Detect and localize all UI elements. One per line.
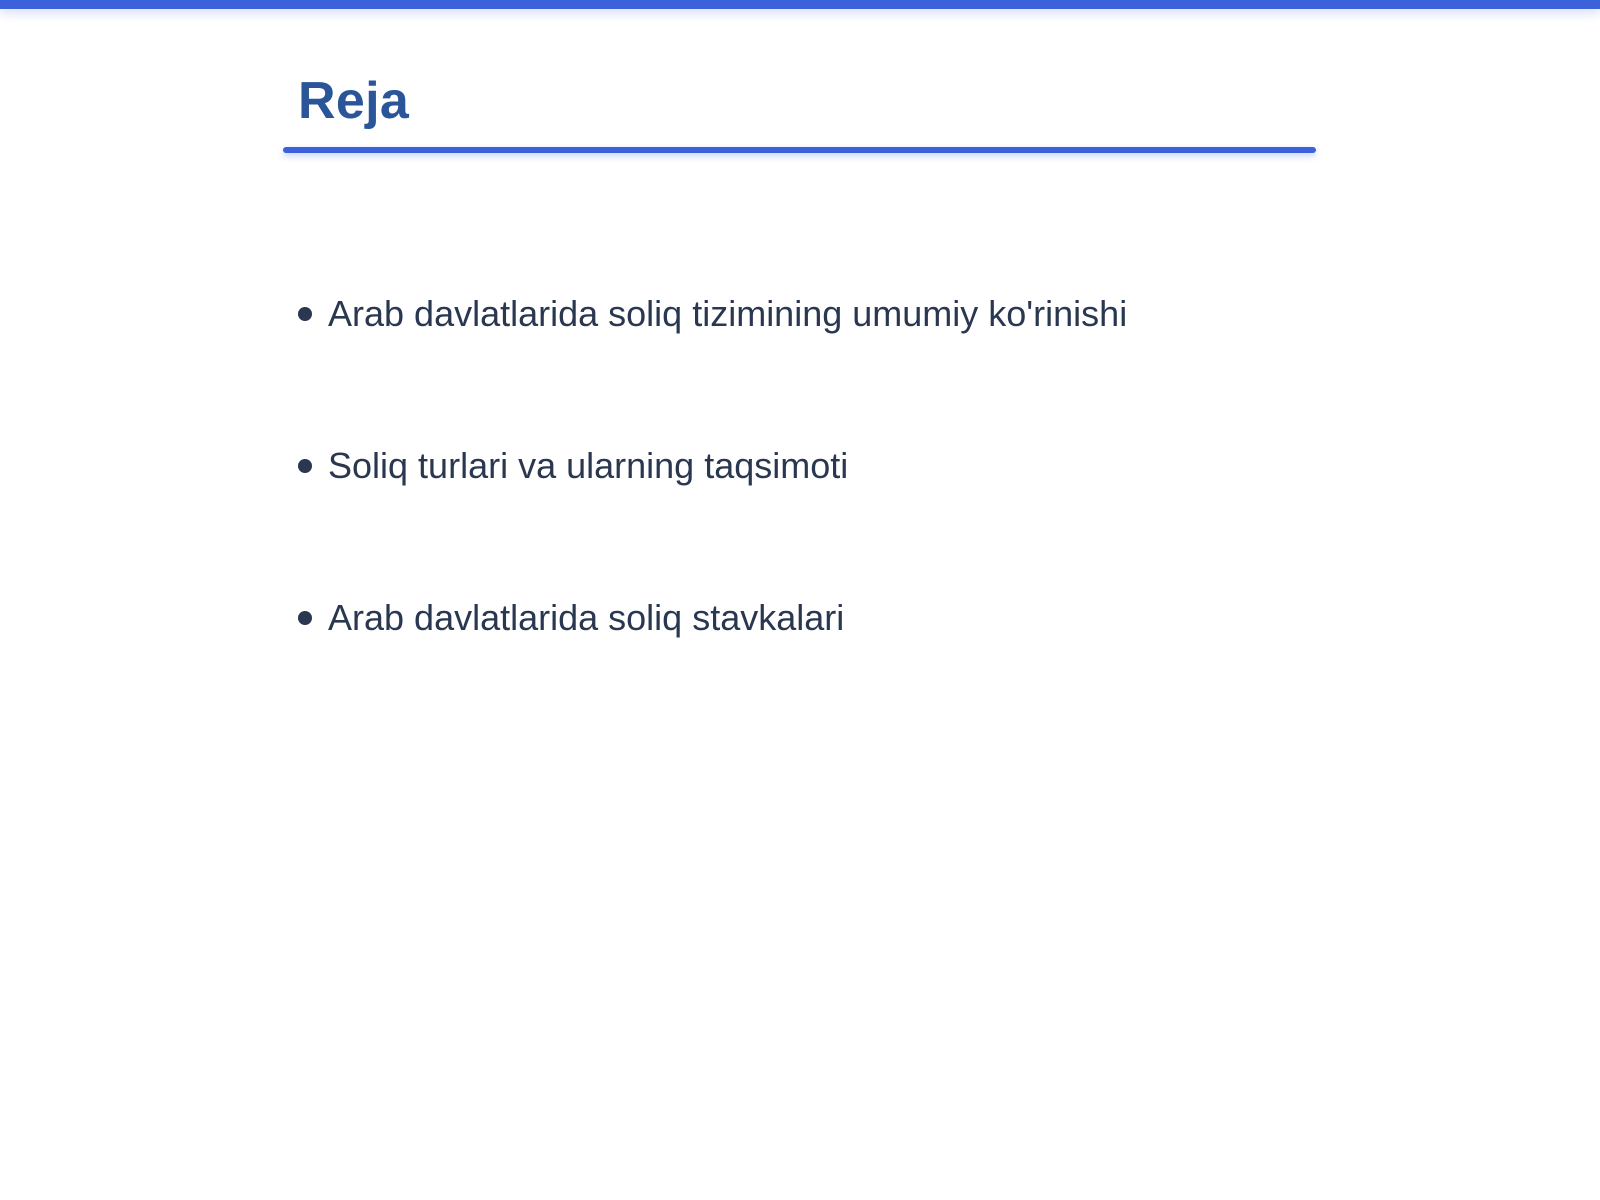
bullet-dot-icon xyxy=(298,611,312,625)
bullet-text: Soliq turlari va ularning taqsimoti xyxy=(328,445,849,486)
bullet-text: Arab davlatlarida soliq stavkalari xyxy=(328,597,845,638)
slide xyxy=(0,9,1600,1200)
bullet-dot-icon xyxy=(298,459,312,473)
bullet-item xyxy=(298,284,1127,344)
bullet-item xyxy=(298,588,1127,648)
bullet-list xyxy=(298,284,1127,740)
bullet-text: Arab davlatlarida soliq tizimining umumiy ko'rinishi xyxy=(328,293,1128,334)
bullet-item xyxy=(298,436,1127,496)
title-underline xyxy=(283,147,1316,153)
bullet-dot-icon xyxy=(298,307,312,321)
top-accent-bar xyxy=(0,0,1600,9)
slide-title: Reja xyxy=(298,72,410,130)
